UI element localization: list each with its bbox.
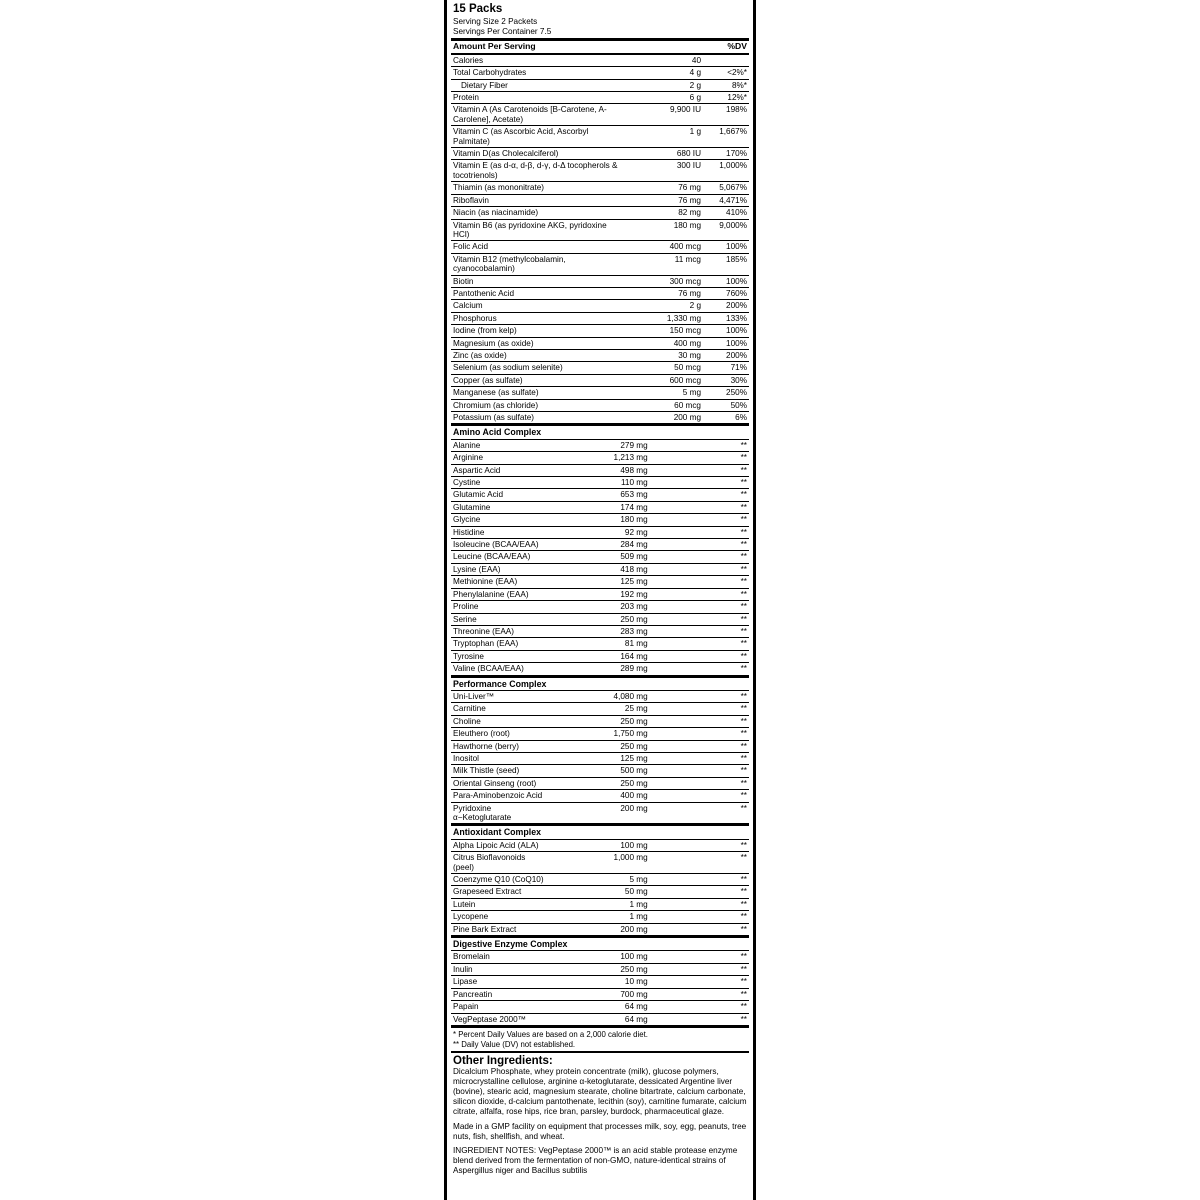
nutrient-amount: 4,080 mg	[550, 690, 649, 702]
table-row	[451, 312, 749, 324]
table-row	[451, 387, 749, 399]
nutrient-amount: 250 mg	[550, 740, 649, 752]
nutrient-amount: 76 mg	[625, 182, 703, 194]
nutrient-dv: **	[650, 539, 749, 551]
nutrient-dv: 12%*	[703, 92, 749, 104]
nutrient-amount: 180 mg	[625, 219, 703, 241]
nutrient-amount: 200 mg	[550, 923, 649, 936]
group-title: Digestive Enzyme Complex	[451, 937, 749, 951]
nutrient-amount: 25 mg	[550, 703, 649, 715]
table-row	[451, 911, 749, 923]
table-row	[451, 650, 749, 662]
nutrient-name: Coenzyme Q10 (CoQ10)	[451, 874, 550, 886]
table-row	[451, 464, 749, 476]
nutrient-amount: 30 mg	[625, 349, 703, 361]
group-header-amino-acid-complex	[451, 426, 749, 439]
table-row	[451, 275, 749, 287]
table-row	[451, 551, 749, 563]
nutrient-amount: 250 mg	[550, 963, 649, 975]
nutrient-dv: 8%*	[703, 79, 749, 91]
nutrient-dv: **	[650, 703, 749, 715]
group-title: Performance Complex	[451, 676, 749, 690]
nutrient-name: Tryptophan (EAA)	[451, 638, 550, 650]
nutrient-dv: **	[650, 839, 749, 851]
nutrient-name: Grapeseed Extract	[451, 886, 550, 898]
nutrient-amount: 283 mg	[550, 625, 649, 637]
nutrient-dv: **	[650, 526, 749, 538]
table-row	[451, 663, 749, 676]
table-row	[451, 194, 749, 206]
nutrient-name: Selenium (as sodium selenite)	[451, 362, 625, 374]
nutrient-dv: **	[650, 988, 749, 1000]
table-row	[451, 501, 749, 513]
nutrient-amount: 400 mg	[625, 337, 703, 349]
nutrient-name: Valine (BCAA/EAA)	[451, 663, 550, 676]
nutrient-amount: 50 mg	[550, 886, 649, 898]
nutrient-name: Arginine	[451, 452, 550, 464]
nutrient-name: Serine	[451, 613, 550, 625]
table-row	[451, 976, 749, 988]
nutrient-dv: 198%	[703, 104, 749, 126]
nutrient-name: VegPeptase 2000™	[451, 1013, 550, 1026]
nutrient-name: Aspartic Acid	[451, 464, 550, 476]
table-row	[451, 477, 749, 489]
table-row	[451, 601, 749, 613]
nutrient-dv: 1,667%	[703, 126, 749, 148]
nutrient-amount: 4 g	[625, 67, 703, 79]
nutrient-name: Dietary Fiber	[451, 79, 625, 91]
nutrient-amount: 1,000 mg	[550, 852, 649, 874]
nutrient-name: Copper (as sulfate)	[451, 374, 625, 386]
nutrient-amount: 1 mg	[550, 911, 649, 923]
table-row	[451, 1001, 749, 1013]
allergen-statement: Made in a GMP facility on equipment that processes milk, soy, egg, peanuts, tree nuts, fish, shellfish, and wheat.	[453, 1121, 747, 1141]
table-row	[451, 1013, 749, 1026]
nutrient-dv: 100%	[703, 241, 749, 253]
nutrient-name: Vitamin C (as Ascorbic Acid, Ascorbyl Palmitate)	[451, 126, 625, 148]
table-row	[451, 439, 749, 451]
nutrient-dv: 30%	[703, 374, 749, 386]
nutrient-dv: **	[650, 752, 749, 764]
nutrient-amount: 60 mcg	[625, 399, 703, 411]
nutrient-dv: 100%	[703, 325, 749, 337]
table-row	[451, 514, 749, 526]
group-title: Antioxidant Complex	[451, 825, 749, 839]
table-row	[451, 690, 749, 702]
group-header-antioxidant-complex	[451, 825, 749, 839]
nutrient-name: Uni-Liver™	[451, 690, 550, 702]
nutrient-dv: **	[650, 911, 749, 923]
nutrient-name: Glycine	[451, 514, 550, 526]
table-row	[451, 638, 749, 650]
nutrient-name: Methionine (EAA)	[451, 576, 550, 588]
nutrient-dv: **	[650, 852, 749, 874]
table-row	[451, 765, 749, 777]
table-row	[451, 728, 749, 740]
nutrient-amount: 174 mg	[550, 501, 649, 513]
nutrient-amount: 300 mcg	[625, 275, 703, 287]
nutrient-dv: **	[650, 489, 749, 501]
table-row	[451, 625, 749, 637]
nutrient-dv	[703, 54, 749, 67]
table-header-row	[451, 41, 749, 53]
table-row	[451, 703, 749, 715]
table-row	[451, 886, 749, 898]
nutrient-dv: **	[650, 501, 749, 513]
table-row	[451, 740, 749, 752]
table-row	[451, 349, 749, 361]
nutrient-dv: **	[650, 886, 749, 898]
table-row	[451, 839, 749, 851]
nutrient-name: Lysine (EAA)	[451, 563, 550, 575]
nutrient-dv: **	[650, 638, 749, 650]
nutrient-name: Pyridoxine α−Ketoglutarate	[451, 802, 550, 825]
nutrient-name: Hawthorne (berry)	[451, 740, 550, 752]
nutrient-dv: **	[650, 740, 749, 752]
nutrient-amount: 92 mg	[550, 526, 649, 538]
nutrient-dv: 50%	[703, 399, 749, 411]
nutrient-name: Thiamin (as mononitrate)	[451, 182, 625, 194]
nutrient-name: Leucine (BCAA/EAA)	[451, 551, 550, 563]
nutrient-dv: 410%	[703, 207, 749, 219]
nutrient-dv: **	[650, 951, 749, 963]
nutrient-name: Inositol	[451, 752, 550, 764]
nutrient-amount: 76 mg	[625, 287, 703, 299]
footnote-dv-not-established: ** Daily Value (DV) not established.	[453, 1039, 576, 1049]
footnotes	[451, 1028, 749, 1051]
table-row	[451, 287, 749, 299]
nutrient-amount: 498 mg	[550, 464, 649, 476]
table-row	[451, 79, 749, 91]
nutrient-amount: 180 mg	[550, 514, 649, 526]
nutrient-amount: 1 g	[625, 126, 703, 148]
table-row	[451, 563, 749, 575]
nutrient-amount: 300 IU	[625, 160, 703, 182]
nutrient-amount: 500 mg	[550, 765, 649, 777]
nutrient-dv: **	[650, 728, 749, 740]
nutrient-amount: 82 mg	[625, 207, 703, 219]
nutrient-amount: 50 mcg	[625, 362, 703, 374]
nutrient-amount: 11 mcg	[625, 253, 703, 275]
nutrient-name: Folic Acid	[451, 241, 625, 253]
nutrient-amount: 10 mg	[550, 976, 649, 988]
servings-per-container: Servings Per Container 7.5	[453, 27, 552, 37]
nutrient-dv: 100%	[703, 337, 749, 349]
table-row	[451, 219, 749, 241]
other-ingredients-body: Dicalcium Phosphate, whey protein concentrate (milk), glucose polymers, microcrystalline cellulose, arginine α-ketoglutarate, dessicated Argentine liver (bovine), stearic acid, magnesium stearate, choline bitartrate, calcium carbonate, silicon dioxide, d-calcium pantothenate, lecithin (soy), carnitine fumarate, calcium citrate, alfalfa, rose hips, rice bran, parsley, burdock, pharmaceutical glaze.	[453, 1067, 747, 1117]
nutrient-name: Chromium (as chloride)	[451, 399, 625, 411]
nutrient-amount: 9,900 IU	[625, 104, 703, 126]
table-row	[451, 576, 749, 588]
nutrient-dv: **	[650, 963, 749, 975]
nutrient-name: Manganese (as sulfate)	[451, 387, 625, 399]
nutrient-amount: 400 mg	[550, 790, 649, 802]
nutrient-amount: 125 mg	[550, 576, 649, 588]
nutrient-name: Proline	[451, 601, 550, 613]
nutrient-name: Choline	[451, 715, 550, 727]
table-row	[451, 489, 749, 501]
nutrient-amount: 64 mg	[550, 1013, 649, 1026]
nutrient-amount: 76 mg	[625, 194, 703, 206]
nutrient-amount: 1,213 mg	[550, 452, 649, 464]
nutrient-amount: 509 mg	[550, 551, 649, 563]
table-row	[451, 399, 749, 411]
table-row	[451, 874, 749, 886]
nutrient-amount: 81 mg	[550, 638, 649, 650]
table-row	[451, 790, 749, 802]
nutrient-dv: 9,000%	[703, 219, 749, 241]
table-row	[451, 951, 749, 963]
nutrient-name: Vitamin D(as Cholecalciferol)	[451, 148, 625, 160]
table-row	[451, 988, 749, 1000]
nutrient-name: Protein	[451, 92, 625, 104]
nutrient-amount: 250 mg	[550, 613, 649, 625]
nutrient-name: Alpha Lipoic Acid (ALA)	[451, 839, 550, 851]
nutrient-amount: 40	[625, 54, 703, 67]
nutrient-dv: **	[650, 551, 749, 563]
nutrient-name: Alanine	[451, 439, 550, 451]
table-row	[451, 337, 749, 349]
ingredient-notes: INGREDIENT NOTES: VegPeptase 2000™ is an acid stable protease enzyme blend derived from the fermentation of non-GMO, nature-identical strains of Aspergillus niger and Bacillus subtilis	[453, 1145, 738, 1175]
nutrient-name: Tyrosine	[451, 650, 550, 662]
serving-size: Serving Size 2 Packets	[453, 17, 538, 26]
nutrient-amount: 1,330 mg	[625, 312, 703, 324]
nutrient-dv: **	[650, 563, 749, 575]
nutrient-dv: 200%	[703, 349, 749, 361]
nutrient-name: Carnitine	[451, 703, 550, 715]
nutrient-dv: **	[650, 464, 749, 476]
nutrition-table-groups	[451, 426, 749, 1028]
table-row	[451, 362, 749, 374]
nutrient-name: Glutamine	[451, 501, 550, 513]
nutrient-dv: 133%	[703, 312, 749, 324]
table-row	[451, 148, 749, 160]
nutrient-name: Inulin	[451, 963, 550, 975]
table-row	[451, 54, 749, 67]
nutrient-amount: 1 mg	[550, 898, 649, 910]
nutrient-name: Lycopene	[451, 911, 550, 923]
nutrient-name: Vitamin E (as d-α, d-β, d-γ, d-Δ tocopherols & tocotrienols)	[451, 160, 625, 182]
nutrient-name: Para-Aminobenzoic Acid	[451, 790, 550, 802]
nutrient-amount: 100 mg	[550, 839, 649, 851]
nutrient-amount: 250 mg	[550, 715, 649, 727]
table-row	[451, 104, 749, 126]
nutrient-name: Vitamin A (As Carotenoids [B-Carotene, A-Carolene], Acetate)	[451, 104, 625, 126]
footnote-dv: * Percent Daily Values are based on a 2,000 calorie diet.	[453, 1029, 648, 1039]
nutrient-dv: **	[650, 1001, 749, 1013]
table-row	[451, 752, 749, 764]
nutrient-dv: **	[650, 976, 749, 988]
nutrient-dv: **	[650, 777, 749, 789]
nutrient-amount: 400 mcg	[625, 241, 703, 253]
nutrient-name: Potassium (as sulfate)	[451, 412, 625, 425]
table-row	[451, 588, 749, 600]
nutrient-dv: **	[650, 715, 749, 727]
main-rows	[451, 54, 749, 425]
nutrient-name: Iodine (from kelp)	[451, 325, 625, 337]
table-row	[451, 300, 749, 312]
table-row	[451, 715, 749, 727]
nutrient-name: Biotin	[451, 275, 625, 287]
nutrient-dv: 100%	[703, 275, 749, 287]
nutrient-dv: **	[650, 439, 749, 451]
table-row	[451, 160, 749, 182]
nutrient-dv: 185%	[703, 253, 749, 275]
table-row	[451, 126, 749, 148]
nutrient-dv: **	[650, 588, 749, 600]
table-row	[451, 923, 749, 936]
nutrient-amount: 5 mg	[550, 874, 649, 886]
nutrient-amount: 203 mg	[550, 601, 649, 613]
nutrient-dv: **	[650, 898, 749, 910]
nutrient-name: Oriental Ginseng (root)	[451, 777, 550, 789]
nutrient-name: Total Carbohydrates	[451, 67, 625, 79]
nutrient-amount: 1,750 mg	[550, 728, 649, 740]
amount-per-serving-header: Amount Per Serving	[451, 41, 625, 53]
nutrient-dv: **	[650, 874, 749, 886]
table-row	[451, 325, 749, 337]
nutrient-dv: 250%	[703, 387, 749, 399]
nutrient-name: Glutamic Acid	[451, 489, 550, 501]
group-header-digestive-enzyme-complex	[451, 937, 749, 951]
table-row	[451, 852, 749, 874]
nutrient-amount: 5 mg	[625, 387, 703, 399]
table-row	[451, 92, 749, 104]
nutrient-amount: 2 g	[625, 300, 703, 312]
nutrient-dv: **	[650, 601, 749, 613]
nutrient-dv: 5,067%	[703, 182, 749, 194]
nutrient-name: Niacin (as niacinamide)	[451, 207, 625, 219]
nutrient-dv: **	[650, 765, 749, 777]
nutrient-amount: 100 mg	[550, 951, 649, 963]
nutrient-amount: 200 mg	[625, 412, 703, 425]
nutrient-name: Histidine	[451, 526, 550, 538]
nutrient-name: Zinc (as oxide)	[451, 349, 625, 361]
nutrient-name: Cystine	[451, 477, 550, 489]
nutrient-name: Lutein	[451, 898, 550, 910]
nutrient-name: Magnesium (as oxide)	[451, 337, 625, 349]
nutrient-name: Eleuthero (root)	[451, 728, 550, 740]
nutrient-dv: 4,471%	[703, 194, 749, 206]
nutrient-amount: 250 mg	[550, 777, 649, 789]
nutrient-name: Pantothenic Acid	[451, 287, 625, 299]
table-row	[451, 802, 749, 825]
nutrient-dv: **	[650, 1013, 749, 1026]
nutrient-name: Vitamin B12 (methylcobalamin, cyanocobalamin)	[451, 253, 625, 275]
nutrient-amount: 289 mg	[550, 663, 649, 676]
nutrient-name: Calcium	[451, 300, 625, 312]
amount-col-header	[625, 41, 703, 53]
nutrition-table-main	[451, 41, 749, 426]
table-row	[451, 207, 749, 219]
nutrient-dv: **	[650, 690, 749, 702]
nutrient-name: Milk Thistle (seed)	[451, 765, 550, 777]
nutrient-amount: 6 g	[625, 92, 703, 104]
nutrient-name: Bromelain	[451, 951, 550, 963]
table-row	[451, 412, 749, 425]
nutrient-amount: 192 mg	[550, 588, 649, 600]
table-row	[451, 539, 749, 551]
nutrient-dv: 170%	[703, 148, 749, 160]
nutrient-name: Vitamin B6 (as pyridoxine AKG, pyridoxine HCl)	[451, 219, 625, 241]
nutrient-dv: **	[650, 663, 749, 676]
nutrient-dv: **	[650, 790, 749, 802]
nutrient-amount: 600 mcg	[625, 374, 703, 386]
table-row	[451, 253, 749, 275]
nutrient-dv: **	[650, 477, 749, 489]
nutrient-name: Phosphorus	[451, 312, 625, 324]
nutrient-name: Lipase	[451, 976, 550, 988]
nutrient-name: Isoleucine (BCAA/EAA)	[451, 539, 550, 551]
table-row	[451, 241, 749, 253]
table-row	[451, 182, 749, 194]
nutrient-amount: 110 mg	[550, 477, 649, 489]
supplement-facts-panel	[444, 0, 756, 1200]
nutrient-dv: **	[650, 923, 749, 936]
nutrient-dv: **	[650, 514, 749, 526]
table-row	[451, 452, 749, 464]
nutrient-amount: 680 IU	[625, 148, 703, 160]
nutrient-amount: 200 mg	[550, 802, 649, 825]
nutrient-name: Pancreatin	[451, 988, 550, 1000]
nutrient-dv: 760%	[703, 287, 749, 299]
nutrient-amount: 700 mg	[550, 988, 649, 1000]
table-row	[451, 374, 749, 386]
nutrient-amount: 279 mg	[550, 439, 649, 451]
nutrient-dv: 200%	[703, 300, 749, 312]
nutrient-amount: 164 mg	[550, 650, 649, 662]
nutrient-amount: 418 mg	[550, 563, 649, 575]
nutrient-dv: **	[650, 625, 749, 637]
table-row	[451, 613, 749, 625]
nutrient-dv: **	[650, 576, 749, 588]
nutrient-name: Phenylalanine (EAA)	[451, 588, 550, 600]
nutrient-name: Riboflavin	[451, 194, 625, 206]
table-row	[451, 526, 749, 538]
nutrient-name: Citrus Bioflavonoids (peel)	[451, 852, 550, 874]
nutrient-amount: 64 mg	[550, 1001, 649, 1013]
nutrient-dv: 6%	[703, 412, 749, 425]
table-row	[451, 963, 749, 975]
nutrient-amount: 284 mg	[550, 539, 649, 551]
nutrient-amount: 125 mg	[550, 752, 649, 764]
nutrient-dv: **	[650, 802, 749, 825]
nutrient-name: Papain	[451, 1001, 550, 1013]
nutrient-amount: 150 mcg	[625, 325, 703, 337]
group-header-performance-complex	[451, 676, 749, 690]
nutrient-dv: 1,000%	[703, 160, 749, 182]
group-title: Amino Acid Complex	[451, 426, 749, 439]
label-title: 15 Packs	[453, 3, 503, 15]
dv-col-header: %DV	[703, 41, 749, 53]
nutrient-dv: **	[650, 452, 749, 464]
group-rows	[451, 426, 749, 1026]
nutrient-dv: **	[650, 650, 749, 662]
table-row	[451, 777, 749, 789]
nutrient-name: Calories	[451, 54, 625, 67]
nutrient-name: Pine Bark Extract	[451, 923, 550, 936]
other-ingredients-title: Other Ingredients:	[453, 1055, 553, 1068]
nutrient-dv: <2%*	[703, 67, 749, 79]
nutrient-name: Threonine (EAA)	[451, 625, 550, 637]
nutrient-amount: 2 g	[625, 79, 703, 91]
table-row	[451, 67, 749, 79]
nutrient-amount: 653 mg	[550, 489, 649, 501]
nutrient-dv: 71%	[703, 362, 749, 374]
nutrient-dv: **	[650, 613, 749, 625]
table-row	[451, 898, 749, 910]
